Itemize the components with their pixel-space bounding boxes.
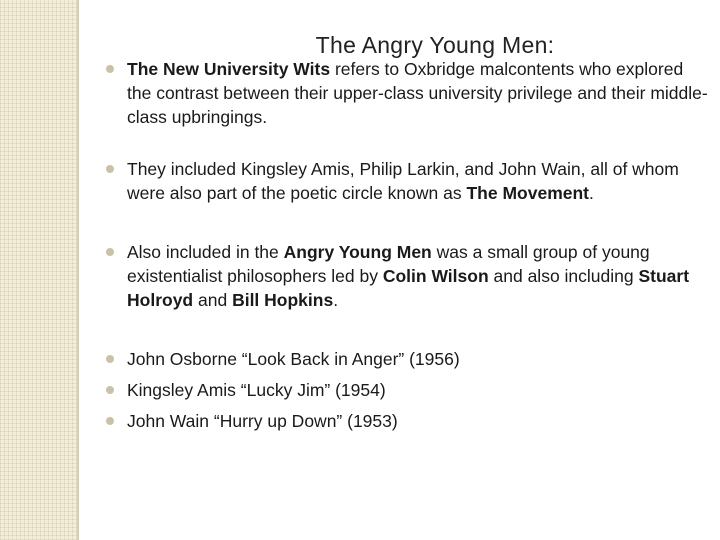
bullet-text: John Osborne “Look Back in Anger” (1956) (127, 349, 460, 369)
bullet-text: was a small group of young existentialist philosophers led by (127, 242, 650, 286)
bullet-text: Also included in the (127, 242, 284, 262)
decorative-side-pattern (0, 0, 78, 540)
bullet-text: and (193, 290, 233, 310)
bullet-item-wain (127, 409, 712, 433)
bullet-text: and also including (488, 266, 639, 286)
bullet-text: They included Kingsley Amis, Philip Larkin, and John Wain, all of whom were also part of the poetic circle known as (127, 159, 679, 203)
bullet-item-members (127, 157, 712, 205)
term-new-university-wits: The New University Wits (127, 59, 331, 79)
bullet-marker (106, 165, 114, 173)
term-the-movement: The Movement (466, 183, 590, 203)
decorative-divider (77, 0, 79, 540)
bullet-item-amis (127, 378, 712, 402)
term-colin-wilson: Colin Wilson (382, 266, 489, 286)
bullet-text-end: . (589, 183, 594, 203)
term-stuart-holroyd: Stuart Holroyd (127, 266, 690, 310)
bullet-marker (106, 417, 114, 425)
slide-title: The Angry Young Men: (315, 32, 555, 58)
term-angry-young-men: Angry Young Men (283, 242, 432, 262)
term-bill-hopkins: Bill Hopkins (232, 290, 334, 310)
bullet-marker (106, 248, 114, 256)
bullet-text: refers to Oxbridge malcontents who explored the contrast between their upper-class university privilege and their middle-class upbringings. (127, 59, 708, 127)
bullet-item-osborne (127, 347, 712, 371)
bullet-text: John Wain “Hurry up Down” (1953) (127, 411, 398, 431)
bullet-marker (106, 355, 114, 363)
bullet-item-existentialists (127, 240, 712, 312)
bullet-text: Kingsley Amis “Lucky Jim” (1954) (127, 380, 386, 400)
bullet-item-university-wits (127, 57, 712, 129)
bullet-text-end: . (333, 290, 339, 310)
bullet-marker (106, 386, 114, 394)
bullet-marker (106, 65, 114, 73)
